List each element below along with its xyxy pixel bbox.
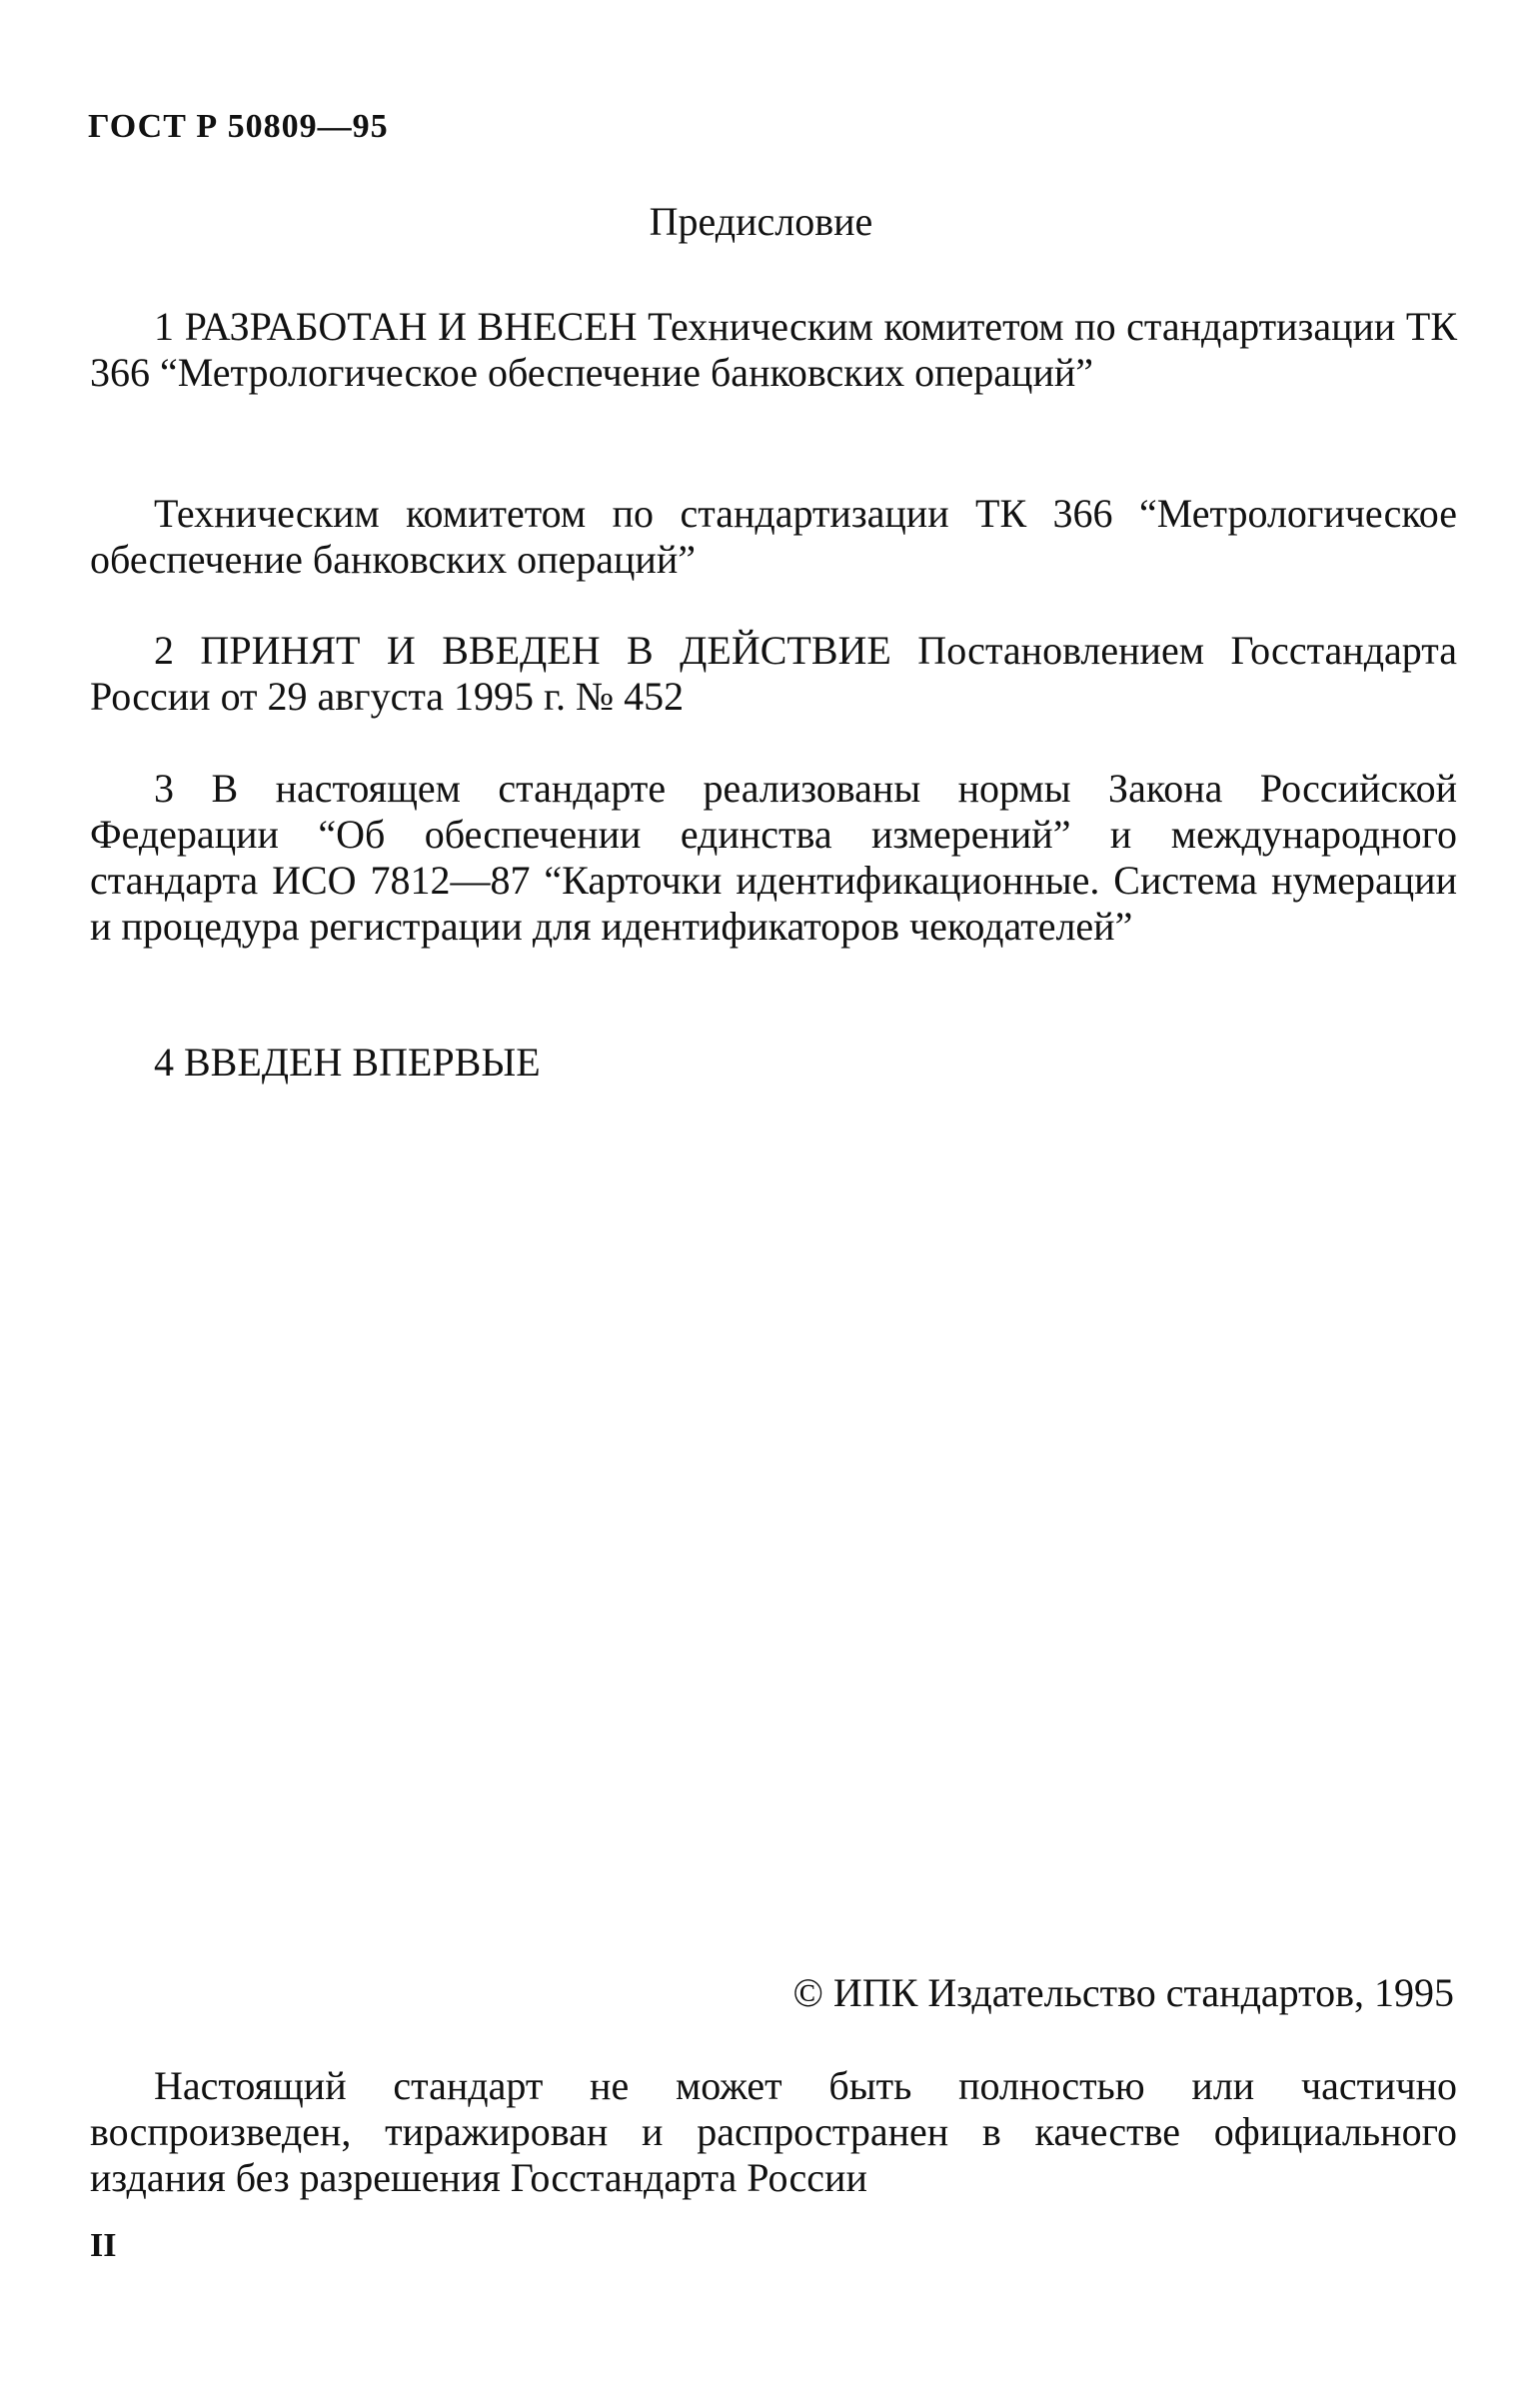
reproduction-notice: Настоящий стандарт не может быть полностью или частично воспроизведен, тиражирован и распространен в качестве официального издания без разрешения Госстандарта России <box>90 2063 1457 2200</box>
document-code-header: ГОСТ Р 50809—95 <box>88 108 389 145</box>
preface-item-adopted: 2 ПРИНЯТ И ВВЕДЕН В ДЕЙСТВИЕ Постановлением Госстандарта России от 29 августа 1995 г. № 452 <box>90 628 1457 719</box>
preface-item-first-introduced: 4 ВВЕДЕН ВПЕРВЫЕ <box>154 1040 541 1085</box>
preface-item-norms: 3 В настоящем стандарте реализованы нормы Закона Российской Федерации “Об обеспечении единства измерений” и международного стандарта ИСО 7812—87 “Карточки идентификационные. Система нумерации и процедура регистрации для идентификаторов чекодателей” <box>90 766 1457 949</box>
preface-title: Предисловие <box>649 199 873 244</box>
preface-item-developed: 1 РАЗРАБОТАН И ВНЕСЕН Техническим комитетом по стандартизации ТК 366 “Метрологическое обеспечение банковских операций” <box>90 304 1457 395</box>
preface-item-committee: Техническим комитетом по стандартизации ТК 366 “Метрологическое обеспечение банковских операций” <box>90 491 1457 582</box>
page-number: II <box>90 2227 117 2264</box>
copyright-line: © ИПК Издательство стандартов, 1995 <box>792 1970 1454 2015</box>
